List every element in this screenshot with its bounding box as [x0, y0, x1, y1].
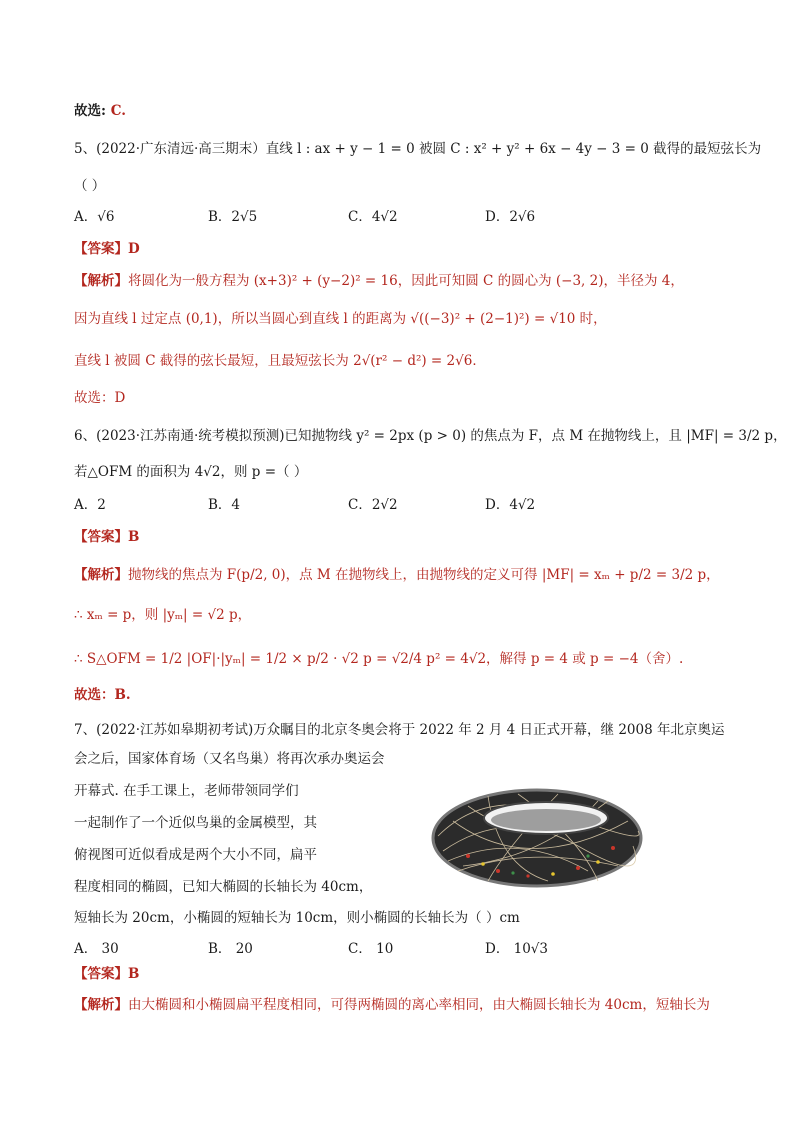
q5-option-a: A．√6 — [74, 209, 115, 225]
q7-stem-3: 开幕式. 在手工课上，老师带领同学们 — [74, 783, 299, 799]
q6-stem-2: 若△OFM 的面积为 4√2，则 p =（ ） — [74, 464, 308, 480]
q7-stem-1: 7、(2022·江苏如皋期初考试)万众瞩目的北京冬奥会将于 2022 年 2 月 4 日正式开幕，继 2008 年北京奥运 — [74, 722, 725, 738]
q6-option-a: A．2 — [74, 497, 106, 513]
q7-option-d: D． 10√3 — [485, 941, 548, 957]
birds-nest-model-image — [428, 776, 646, 896]
q6-answer: 【答案】B — [74, 529, 140, 545]
q5-option-b: B．2√5 — [208, 209, 258, 225]
q6-option-b: B．4 — [208, 497, 241, 513]
q7-stem-4: 一起制作了一个近似鸟巢的金属模型，其 — [74, 815, 317, 831]
q7-analysis-1: 【解析】由大椭圆和小椭圆扁平程度相同，可得两椭圆的离心率相同，由大椭圆长轴长为 40cm，短轴长为 — [74, 997, 710, 1013]
q6-option-d: D．4√2 — [485, 497, 536, 513]
q5-paren: （ ） — [74, 178, 106, 194]
q7-stem-7: 短轴长为 20cm，小椭圆的短轴长为 10cm，则小椭圆的长轴长为（ ）cm — [74, 910, 520, 926]
q6-analysis-2: ∴ xₘ = p，则 |yₘ| = √2 p， — [74, 607, 252, 623]
q5-analysis-3: 直线 l 被圆 C 截得的弦长最短，且最短弦长为 2√(r² − d²) = 2√6． — [74, 353, 486, 369]
q6-analysis-3: ∴ S△OFM = 1/2 |OF|·|yₘ| = 1/2 × p/2 · √2 p = √2/4 p² = 4√2，解得 p = 4 或 p = −4（舍）. — [74, 651, 684, 667]
q7-stem-5: 俯视图可近似看成是两个大小不同，扁平 — [74, 847, 317, 863]
q7-option-c: C． 10 — [348, 941, 394, 957]
q5-stem: 5、(2022·广东清远·高三期末）直线 l : ax + y − 1 = 0 被圆 C : x² + y² + 6x − 4y − 3 = 0 截得的最短弦长为 — [74, 141, 762, 157]
q6-option-c: C．2√2 — [348, 497, 398, 513]
q5-analysis-2: 因为直线 l 过定点 (0,1)，所以当圆心到直线 l 的距离为 √((−3)² + (2−1)²) = √10 时， — [74, 311, 607, 327]
q5-answer: 【答案】D — [74, 241, 140, 257]
q7-stem-2: 会之后，国家体育场（又名鸟巢）将再次承办奥运会 — [74, 751, 385, 767]
q7-option-a: A． 30 — [74, 941, 119, 957]
q6-analysis-1: 【解析】抛物线的焦点为 F(p/2, 0)，点 M 在抛物线上，由抛物线的定义可得 |MF| = xₘ + p/2 = 3/2 p， — [74, 567, 720, 583]
q7-answer: 【答案】B — [74, 966, 140, 982]
q5-option-d: D．2√6 — [485, 209, 536, 225]
q4-conclusion: 故选: C. — [74, 103, 126, 119]
q5-analysis-1: 【解析】将圆化为一般方程为 (x+3)² + (y−2)² = 16，因此可知圆 C 的圆心为 (−3, 2)，半径为 4， — [74, 273, 684, 289]
q7-stem-6: 程度相同的椭圆，已知大椭圆的长轴长为 40cm， — [74, 879, 373, 895]
q6-stem: 6、(2023·江苏南通·统考模拟预测)已知抛物线 y² = 2px (p > 0) 的焦点为 F，点 M 在抛物线上，且 |MF| = 3/2 p， — [74, 428, 787, 444]
q5-option-c: C．4√2 — [348, 209, 398, 225]
q7-option-b: B． 20 — [208, 941, 253, 957]
q5-conclusion: 故选：D — [74, 390, 126, 406]
q6-conclusion: 故选：B. — [74, 687, 131, 703]
